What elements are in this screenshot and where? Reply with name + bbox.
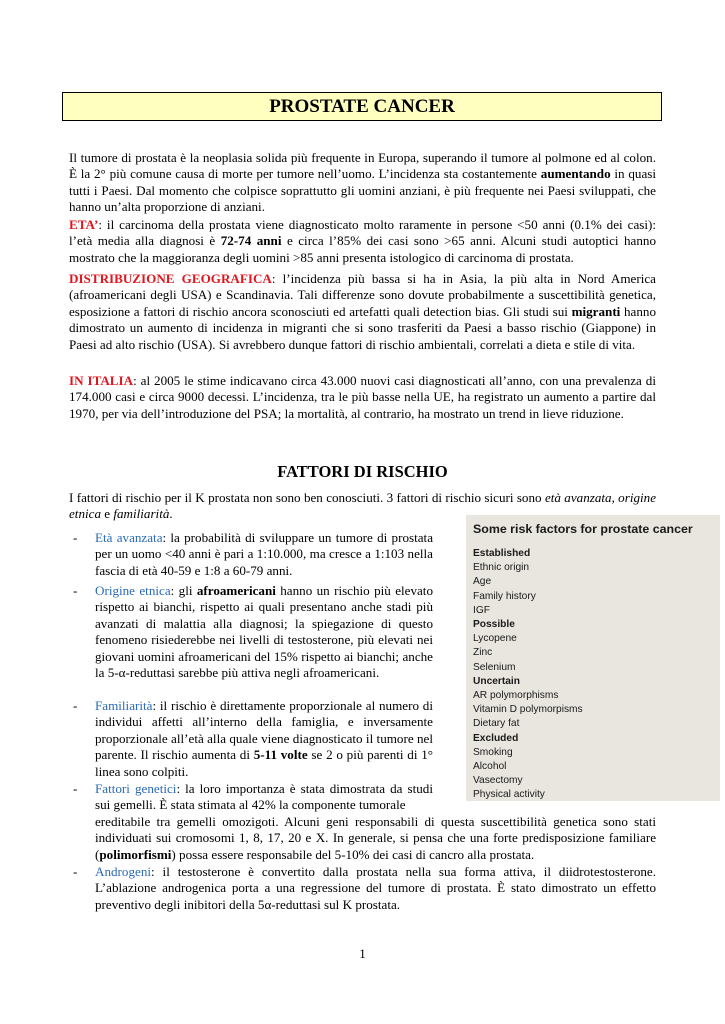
risk-factor-category: Established	[473, 548, 531, 559]
bullet-genetici-emphasis: polimorfismi	[99, 846, 172, 862]
distribuzione-text-2: hanno dimostrato un aumento di incidenza in migranti che si sono trasferiti da Paesi a basso rischio (Giappone) in Paesi ad alto rischio (USA). Si avrebbero dunque fattori di rischio ambientali, correlati a dieta e stile di vita.	[69, 303, 656, 352]
risk-factor-category: Excluded	[473, 732, 519, 744]
risk-factor-item: Vitamin D polymorpisms	[473, 704, 583, 716]
bullet-origine-etnica	[95, 583, 433, 681]
risk-factors-list	[473, 547, 720, 803]
italia-text: : al 2005 le stime indicavano circa 43.000 nuovi casi diagnosticati all’anno, con una prevalenza di 174.000 casi e circa 9000 decessi. L’incidenza, tra le più basse nella UE, ha registrato un aumento a partire dal 1970, per via dell’introduzione del PSA; la mortalità, al contrario, ha mostrato un trend in lieve riduzione.	[69, 373, 656, 421]
bullet-androgeni-text: : il testosterone è convertito dalla prostata nella sua forma attiva, il diidrotestosterone. L’ablazione androgenica porta a una regressione del tumore di prostata. È stato dimostrato un effetto preventivo degli inibitori della 5α-reduttasi sul K prostata.	[95, 864, 656, 912]
page-number: 1	[359, 946, 366, 961]
distribuzione-paragraph	[69, 271, 656, 353]
risk-factors-box	[466, 515, 720, 801]
intro-emphasis: aumentando	[540, 166, 611, 182]
document-title: PROSTATE CANCER	[62, 92, 662, 121]
bullet-eta-text: : la probabilità di sviluppare un tumore di prostata per un uomo <40 anni è pari a 1:10.000, ma cresce a 1:103 nella fascia di età 40-59 e 1:8 a 60-79 anni.	[95, 530, 433, 578]
risk-intro-italic-2: familiarità	[113, 506, 170, 522]
risk-factors-title: Some risk factors for prostate cancer	[473, 522, 693, 536]
section-title: FATTORI DI RISCHIO	[277, 462, 448, 481]
eta-text: : il carcinoma della prostata viene diagnosticato molto raramente in persone <50 anni (0.1% dei casi): l’età media alla diagnosi è	[69, 217, 656, 249]
bullet-origine-text: : gli	[170, 583, 197, 598]
risk-factor-item: Alcohol	[473, 761, 507, 773]
bullet-androgeni	[95, 864, 656, 913]
bullet-genetici-label: Fattori genetici	[95, 781, 177, 796]
eta-label: ETA’	[69, 217, 99, 232]
risk-intro-text: I fattori di rischio per il K prostata non sono ben conosciuti. 3 fattori di rischio sicuri sono	[69, 490, 545, 505]
bullet-marker: -	[73, 781, 78, 796]
bullet-marker: -	[73, 530, 78, 545]
eta-emphasis: 72-74 anni	[220, 233, 282, 249]
intro-paragraph	[69, 150, 656, 216]
intro-text-2: in quasi tutti i Paesi. Dal momento che colpisce soprattutto gli uomini anziani, è più frequente nei Paesi sviluppati, che hanno un’alta proporzione di anziani.	[69, 166, 657, 215]
bullet-familiarita-emphasis: 5-11 volte	[253, 747, 308, 763]
bullet-marker: -	[73, 698, 78, 713]
italia-paragraph	[69, 373, 656, 422]
italia-label: IN ITALIA	[69, 373, 134, 388]
distribuzione-emphasis: migranti	[571, 303, 621, 319]
distribuzione-label: DISTRIBUZIONE GEOGRAFICA	[69, 271, 272, 286]
risk-factor-item: Age	[473, 576, 492, 588]
bullet-genetici-text-3: ) possa essere responsabile del 5-10% dei casi di cancro alla prostata.	[171, 846, 535, 862]
risk-intro-italic: età avanzata, origine etnica	[69, 490, 657, 522]
risk-factor-item: IGF	[473, 604, 490, 616]
risk-factor-item: Ethnic origin	[473, 562, 530, 574]
bullet-genetici-text-2: ereditabile tra gemelli omozigoti. Alcuni geni responsabili di questa suscettibilità genetica sono stati individuati sui cromosomi 1, 8, 17, 20 e X. In generale, si pensa che una forte predisposizione familiare (	[95, 814, 656, 862]
risk-factor-category: Uncertain	[473, 675, 520, 687]
bullet-origine-emphasis: afroamericani	[196, 583, 276, 598]
distribuzione-text: : l’incidenza più bassa si ha in Asia, la più alta in Nord America (afroamericani degli USA) e Scandinavia. Tali differenze sono dovute probabilmente a suscettibilità genetica, esposizione a fattori di rischio ancora sconosciuti ed artefatti quali detection bias. Gli studi sui	[69, 271, 656, 319]
risk-factor-item: Zinc	[473, 647, 493, 659]
bullet-familiarita-text-2: se 2 o più parenti di 1° linea sono colpiti.	[95, 747, 433, 779]
bullet-origine-label: Origine etnica	[95, 583, 171, 598]
bullet-androgeni-label: Androgeni	[95, 864, 152, 879]
risk-factor-item: Lycopene	[473, 633, 517, 645]
bullet-familiarita	[95, 698, 433, 780]
bullet-familiarita-text: : il rischio è direttamente proporzionale al numero di individui affetti all’interno della famiglia, e inversamente proporzionale all’età alla quale viene diagnosticato il tumore nel parente. Il rischio aumenta di	[95, 698, 433, 763]
bullet-fattori-genetici	[95, 781, 433, 814]
bullet-eta-avanzata	[95, 530, 433, 579]
bullet-fattori-genetici-cont	[95, 814, 656, 863]
bullet-marker: -	[73, 864, 78, 879]
intro-text: Il tumore di prostata è la neoplasia solida più frequente in Europa, superando il tumore al polmone ed al colon. È la 2° più comune causa di morte per tumore nell’uomo. L’incidenza sta costantemente	[69, 150, 656, 182]
risk-factor-item: AR polymorphisms	[473, 690, 559, 702]
eta-paragraph	[69, 217, 656, 266]
risk-factor-item: Smoking	[473, 746, 513, 758]
risk-factor-item: Selenium	[473, 661, 516, 673]
bullet-familiarita-label: Familiarità	[95, 698, 153, 713]
bullet-genetici-text: : la loro importanza è stata dimostrata da studi sui gemelli. È stata stimata al 42% la componente tumorale	[95, 781, 433, 813]
bullet-eta-label: Età avanzata	[95, 530, 163, 545]
risk-factor-item: Physical activity	[473, 789, 545, 801]
risk-factor-item: Vasectomy	[473, 775, 523, 787]
risk-intro-text-3: .	[169, 506, 173, 522]
risk-factor-item: Family history	[473, 590, 536, 602]
bullet-marker: -	[73, 583, 78, 598]
risk-factor-category: Possible	[473, 619, 515, 631]
eta-text-2: e circa l’85% dei casi sono >65 anni. Alcuni studi autoptici hanno mostrato che la maggioranza degli uomini >85 anni presenta istologico di carcinoma di prostata.	[69, 233, 656, 265]
risk-intro-text-2: e	[101, 506, 114, 522]
bullet-origine-text-2: hanno un rischio più elevato rispetto ai bianchi, rispetto ai quali presentano anche stadi più avanzati di malattia alla diagnosi; la spiegazione di questo fenomeno risiederebbe nei livelli di testosterone, più elevati nei giovani uomini afroamericani del 15% rispetto ai bianchi; anche la 5-α-reduttasi sarebbe più attiva negli afroamericani.	[95, 583, 433, 681]
risk-factor-item: Dietary fat	[473, 718, 520, 730]
